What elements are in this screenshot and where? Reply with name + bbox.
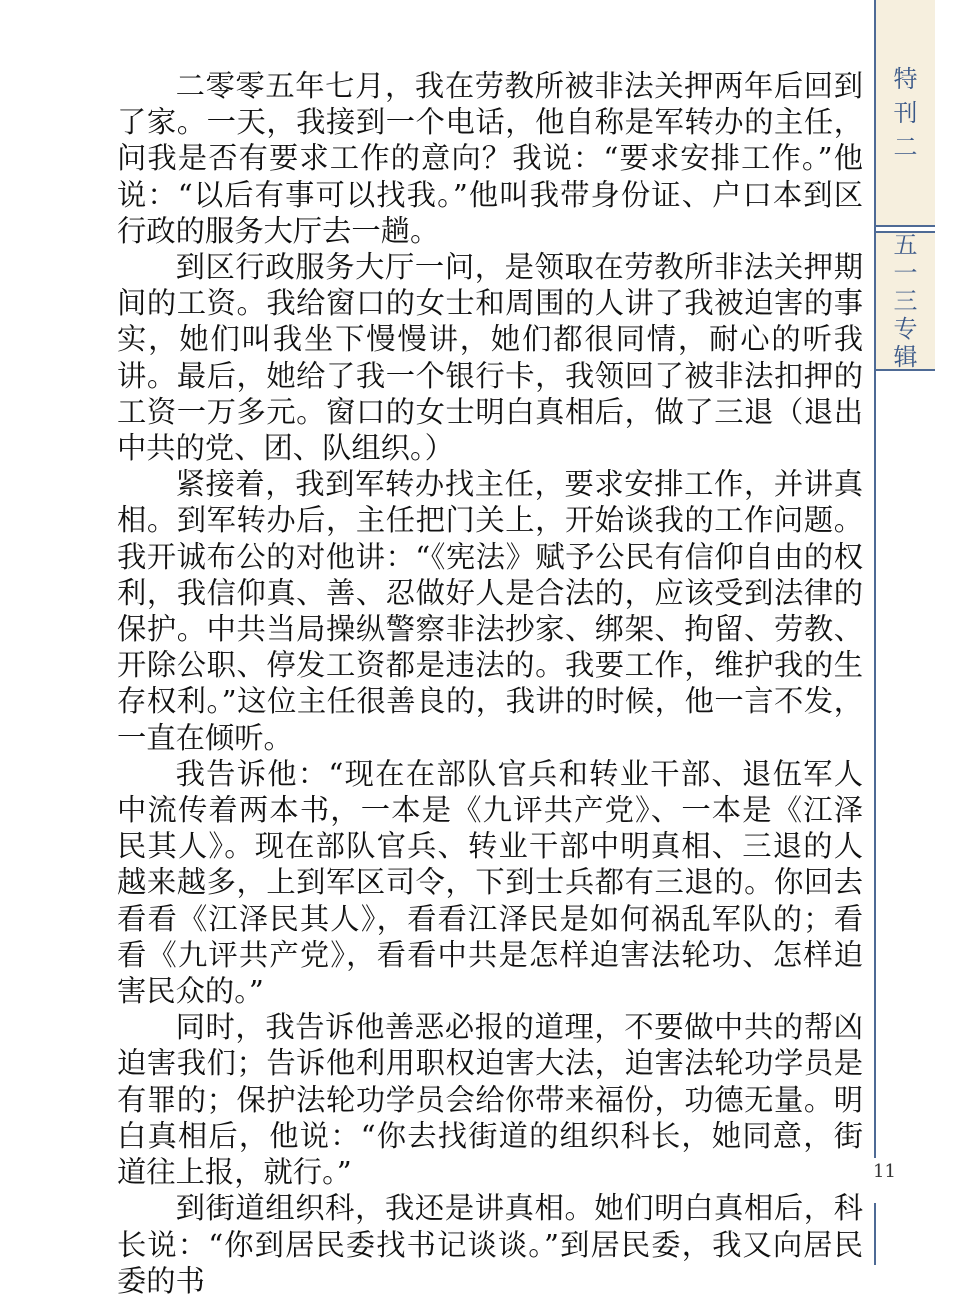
article-body <box>117 68 863 1299</box>
tab2-char: 五 <box>893 231 918 259</box>
paragraph: 我告诉他：“现在在部队官兵和转业干部、退伍军人中流传着两本书，一本是《九评共产党》、一本是《江泽民其人》。现在部队官兵、转业干部中明真相、三退的人越来越多，上到军区司令，下到士兵都有三退的。你回去看看《江泽民其人》，看看江泽民是如何祸乱军队的；看看《九评共产党》，看看中共是怎样迫害法轮功、怎样迫害民众的。” <box>117 756 863 1009</box>
paragraph: 紧接着，我到军转办找主任，要求安排工作，并讲真相。到军转办后，主任把门关上，开始谈我的工作问题。我开诚布公的对他讲：“《宪法》赋予公民有信仰自由的权利，我信仰真、善、忍做好人是合法的，应该受到法律的保护。中共当局操纵警察非法抄家、绑架、拘留、劳教、开除公职、停发工资都是违法的。我要工作，维护我的生存权利。”这位主任很善良的，我讲的时候，他一言不发，一直在倾听。 <box>117 467 863 755</box>
tab1-char: 二 <box>893 132 918 161</box>
paragraph: 二零零五年七月，我在劳教所被非法关押两年后回到了家。一天，我接到一个电话，他自称是军转办的主任，问我是否有要求工作的意向？我说：“要求安排工作。”他说：“以后有事可以找我。”他叫我带身份证、户口本到区行政的服务大厅去一趟。 <box>117 69 863 248</box>
tab1-char: 特 <box>893 64 918 93</box>
paragraph: 同时，我告诉他善恶必报的道理，不要做中共的帮凶迫害我们；告诉他利用职权迫害大法，迫害法轮功学员是有罪的；保护法轮功学员会给你带来福份，功德无量。明白真相后，他说：“你去找街道的组织科长，她同意，街道往上报，就行。” <box>117 1010 863 1190</box>
tab2-char: 三 <box>893 287 918 315</box>
paragraph: 到区行政服务大厅一问，是领取在劳教所非法关押期间的工资。我给窗口的女士和周围的人讲了我被迫害的事实，她们叫我坐下慢慢讲，她们都很同情，耐心的听我讲。最后，她给了我一个银行卡，我领回了被非法扣押的工资一万多元。窗口的女士明白真相后，做了三退（退出中共的党、团、队组织。） <box>117 250 863 466</box>
tab2-char: 一 <box>893 259 918 287</box>
paragraph: 到街道组织科，我还是讲真相。她们明白真相后，科长说：“你到居民委找书记谈谈。”到居民委，我又向居民委的书 <box>117 1191 863 1298</box>
section-tab-special-issue <box>876 0 935 227</box>
section-tab-513-special <box>876 231 935 371</box>
tab1-char: 刊 <box>893 98 918 127</box>
tab2-char: 辑 <box>893 343 918 371</box>
tab2-char: 专 <box>893 315 918 343</box>
page-number: 11 <box>873 1161 896 1182</box>
